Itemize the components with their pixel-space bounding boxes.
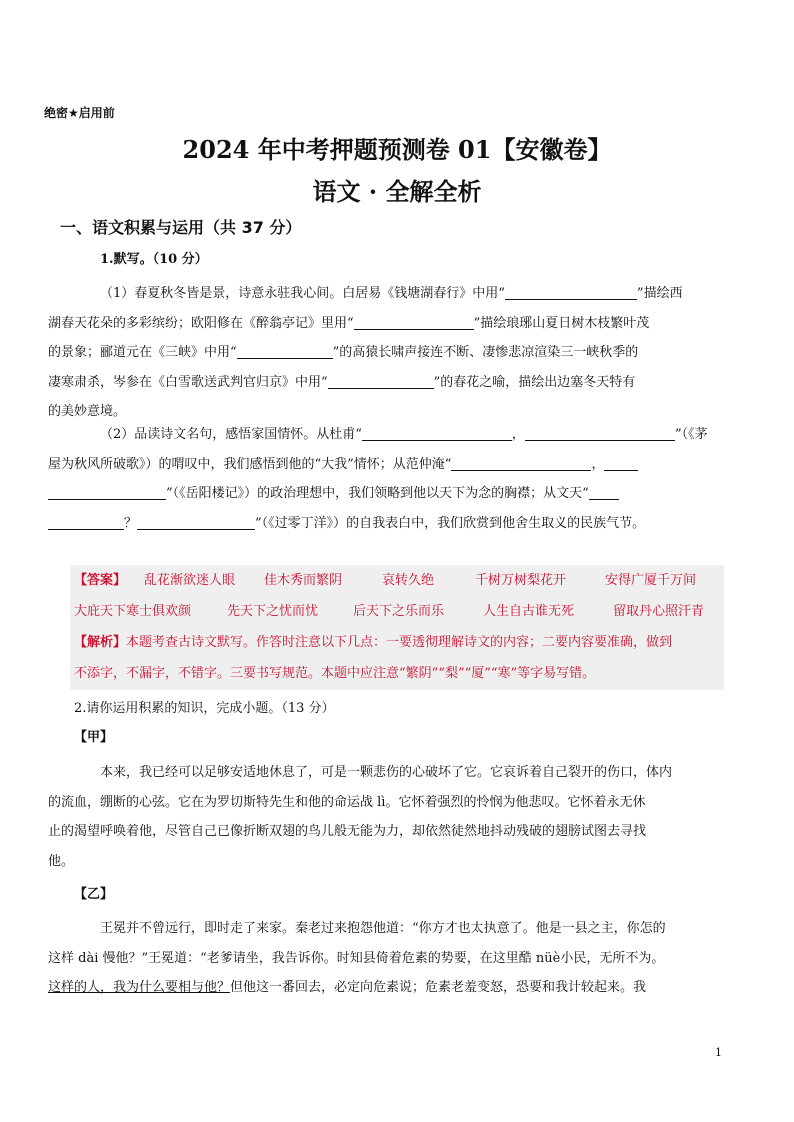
passage-yi: 王冕并不曾远行，即时走了来家。秦老过来抱怨他道：“你方才也太执意了。他是一县之主，你怎的 这样 dài 慢他？”王冕道：“老爹请坐，我告诉你。时知县倚着危素的势要，在这里酷 nüè小民，无所不为。 这样的人，我为什么要相与他？但他这一番回去，必定向危素说；危素老羞变怒，恐要和我计较起来。我 <box>48 921 666 995</box>
section-heading: 一、语文积累与运用（共 37 分） <box>60 218 302 237</box>
analysis-label: 【解析】 <box>74 635 127 650</box>
answer-row-1 <box>74 565 724 596</box>
answer-item: 人生自古谁无死 <box>483 604 575 619</box>
answer-item: 先天下之忧而忧 <box>227 604 319 619</box>
answer-item: 后天下之乐而乐 <box>353 604 445 619</box>
passage-yi-label: 【乙】 <box>74 887 114 902</box>
answer-blank[interactable] <box>237 344 333 359</box>
answer-blank[interactable] <box>604 456 638 471</box>
confidential-mark: 绝密★启用前 <box>44 106 115 120</box>
answer-content <box>74 565 724 689</box>
answer-blank[interactable] <box>328 374 434 389</box>
answer-blank[interactable] <box>525 426 675 441</box>
answer-item: 千树万树梨花开 <box>475 573 567 588</box>
exam-subtitle: 语文 · 全解全析 <box>312 177 482 206</box>
answer-blank[interactable] <box>48 485 166 500</box>
answer-blank[interactable] <box>451 456 591 471</box>
question-1-part-2: （2）品读诗文名句，感悟家国情怀。从杜甫“ ， ”（《茅 屋为秋风所破歌》）的喟叹中，我们感悟到他的“大我”情怀；从范仲淹“ ， ”（《岳阳楼记》）的政治理想中，我们领略到他以天下为念的胸襟；从文天“ ？ ”（《过零丁洋》）的自我表白中，我们欣赏到他舍生取义的民族气节。 <box>48 427 708 531</box>
answer-blank[interactable] <box>362 426 512 441</box>
answer-item: 留取丹心照汗青 <box>613 604 705 619</box>
answer-item: 佳木秀而繁阴 <box>264 573 343 588</box>
answer-blank[interactable] <box>354 315 474 330</box>
answer-blank[interactable] <box>505 285 637 300</box>
answer-item: 乱花渐欲迷人眼 <box>144 573 236 588</box>
answer-blank[interactable] <box>48 515 124 530</box>
underlined-sentence: 这样的人，我为什么要相与他？ <box>48 980 231 995</box>
answer-row-2 <box>74 596 724 627</box>
analysis-line-1: 【解析】本题考查古诗文默写。作答时注意以下几点：一要透彻理解诗文的内容；二要内容要准确，做到 <box>74 635 673 650</box>
question-2-heading: 2.请你运用积累的知识，完成小题。（13 分） <box>74 701 335 716</box>
answer-item: 安得广厦千万间 <box>605 573 697 588</box>
answer-label: 【答案】 <box>74 573 127 588</box>
answer-blank[interactable] <box>589 485 619 500</box>
question-1-heading: 1.默写。（10 分） <box>100 252 208 267</box>
page-number: 1 <box>715 1046 722 1059</box>
passage-jia: 本来，我已经可以足够安适地休息了，可是一颗悲伤的心破坏了它。它哀诉着自己裂开的伤口，体内 的流血，绷断的心弦。它在为罗切斯特先生和他的命运战 lì。它怀着强烈的怜悯为他悲叹。它怀着永无休 止的渴望呼唤着他，尽管自己已像折断双翅的鸟儿般无能为力，却依然徒然地抖动残破的翅膀试图去寻找 他。 <box>48 765 673 869</box>
answer-item: 大庇天下寒士俱欢颜 <box>74 604 192 619</box>
answer-item: 哀转久绝 <box>382 573 435 588</box>
analysis-line-2: 不添字，不漏字，不错字。三要书写规范。本题中应注意“繁阴”“梨”“厦”“寒”等字易写错。 <box>74 666 596 681</box>
question-1-part-1: （1）春夏秋冬皆是景，诗意永驻我心间。白居易《钱塘湖春行》中用“ ”描绘西 湖春天花朵的多彩缤纷；欧阳修在《醉翁亭记》里用“ ”描绘琅琊山夏日树木枝繁叶茂 的景象；郦道元在《三峡》中用“ ”的高猿长啸声接连不断、凄惨悲凉渲染三一峡秋季的 凄寒肃杀，岑参在《白雪歌送武判官归京》中用“ ”的春花之喻，描绘出边塞冬天特有 的美妙意境。 <box>48 286 683 419</box>
passage-jia-label: 【甲】 <box>74 730 114 745</box>
exam-title: 2024 年中考押题预测卷 01【安徽卷】 <box>182 135 612 164</box>
answer-blank[interactable] <box>137 515 255 530</box>
